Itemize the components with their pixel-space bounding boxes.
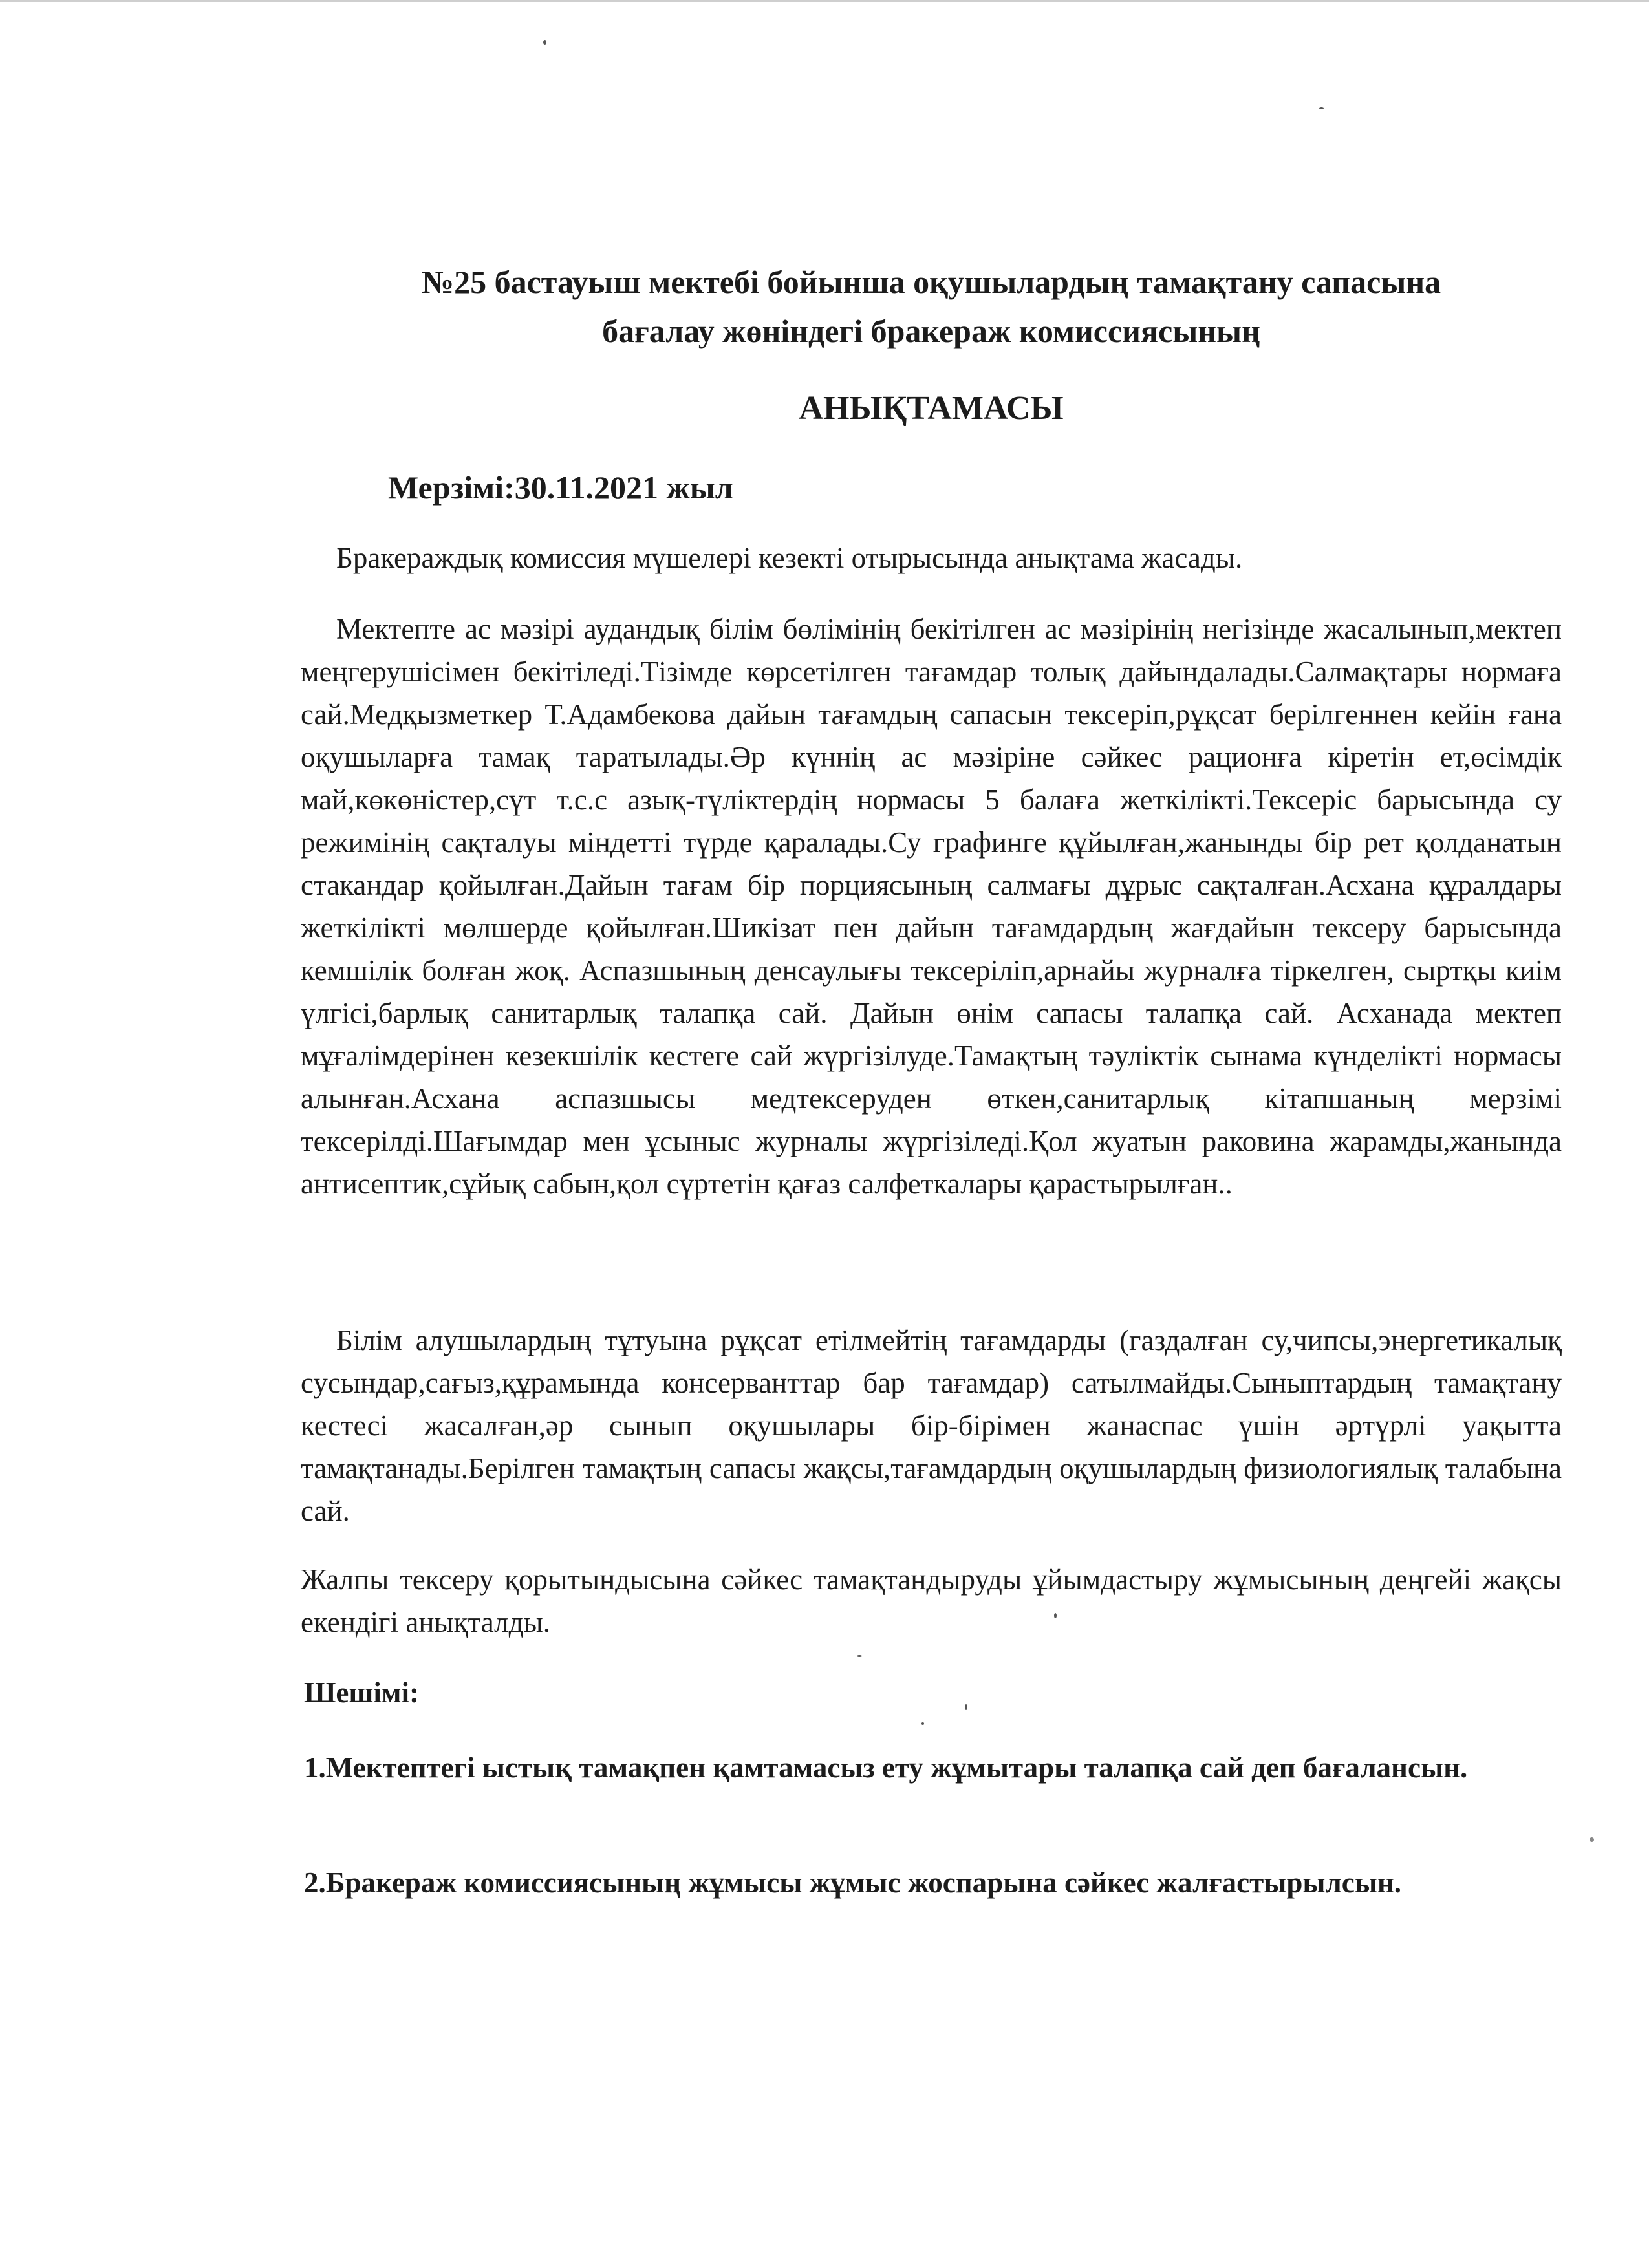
decision-label: Шешімі: <box>304 1676 420 1709</box>
decision-item-2: 2.Бракераж комиссиясының жұмысы жұмыс жоспарына сәйкес жалғастырылсын. <box>304 1867 1402 1899</box>
decision-item-1: 1.Мектептегі ыстық тамақпен қамтамасыз ету жұмытары талапқа сай деп бағалансын. <box>304 1751 1468 1784</box>
scan-speck <box>1319 107 1324 109</box>
scan-speck <box>1590 1837 1594 1842</box>
scan-speck <box>921 1722 924 1725</box>
document-date: Мерзімі:30.11.2021 жыл <box>388 469 733 506</box>
scan-speck <box>857 1655 862 1657</box>
scan-speck <box>543 40 546 45</box>
paragraph-conclusion: Жалпы тексеру қорытындысына сәйкес тамақтандыруды ұйымдастыру жұмысының деңгейі жақсы екендігі анықталды. <box>301 1563 1562 1638</box>
scan-speck <box>1054 1613 1057 1618</box>
paragraph-menu-inspection: Мектепте ас мәзірі аудандық білім бөлімінің бекітілген ас мәзірінің негізінде жасалынып,мектеп меңгерушісімен бекітіледі.Тізімде көрсетілген тағамдар толық дайындалады.Салмақтары нормаға сай.Медқызметкер Т.Адамбекова дайын тағамдың сапасын тексеріп,рұқсат берілгеннен кейін ғана оқушыларға тамақ таратылады.Әр күннің ас мәзіріне сәйкес рационға кіретін ет,өсімдік май,көкөністер,сүт т.с.с азық-түліктердің нормасы 5 балаға жеткілікті.Тексеріс барысында су режимінің сақталуы міндетті түрде қаралады.Су графинге құйылған,жанынды бір рет қолданатын стакандар қойылған.Дайын тағам бір порциясының салмағы дұрыс сақталған.Асхана құралдары жеткілікті мөлшерде қойылған.Шикізат пен дайын тағамдардың жағдайын тексеру барысында кемшілік болған жоқ. Аспазшының денсаулығы тексеріліп,арнайы журналға тіркелген, сыртқы киім үлгісі,барлық санитарлық талапқа сай. Дайын өнім сапасы талапқа сай. Асханада мектеп мұғалімдерінен кезекшілік кестеге сай жүргізілуде.Тамақтың тәуліктік сынама күнделікті нормасы алынған.Асхана аспазшысы медтексеруден өткен,санитарлық кітапшаның мерзімі тексерілді.Шағымдар мен ұсыныс журналы жүргізіледі.Қол жуатын раковина жарамды,жанында антисептик,сұйық сабын,қол сүртетін қағаз салфеткалары қарастырылған.. <box>301 613 1562 1200</box>
document-title-line-2: бағалау жөніндегі бракераж комиссиясының <box>602 313 1260 349</box>
document-title-line-1: №25 бастауыш мектебі бойынша оқушылардың тамақтану сапасына <box>421 264 1441 300</box>
scan-speck <box>965 1704 967 1710</box>
document-subtitle: АНЫҚТАМАСЫ <box>799 390 1064 427</box>
paragraph-prohibited-food: Білім алушылардың тұтуына рұқсат етілмейтің тағамдарды (газдалған су,чипсы,энергетикалық сусындар,сағыз,құрамында консерванттар бар тағамдар) сатылмайды.Сыныптардың тамақтану кестесі жасалған,әр сынып оқушылары бір-бірімен жанаспас үшін әртүрлі уақытта тамақтанады.Берілген тамақтың сапасы жақсы,тағамдардың оқушылардың физиологиялық талабына сай. <box>301 1324 1562 1527</box>
scan-top-edge <box>0 0 1649 2</box>
paragraph-intro: Бракераждық комиссия мүшелері кезекті отырысында анықтама жасады. <box>336 542 1243 574</box>
